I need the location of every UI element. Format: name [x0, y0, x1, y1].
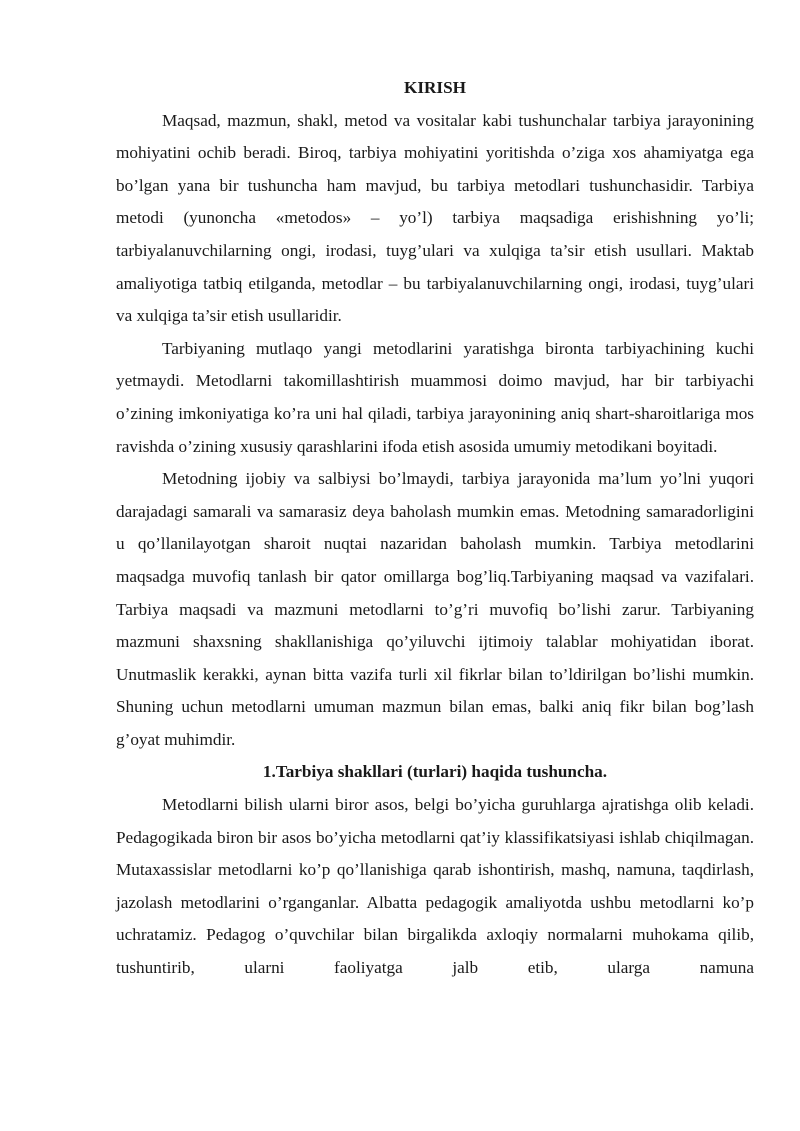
intro-paragraph-1: Maqsad, mazmun, shakl, metod va vositalar kabi tushunchalar tarbiya jarayonining mohiyatini ochib beradi. Biroq, tarbiya mohiyatini yoritishda o’ziga xos ahamiyatga ega bo’lgan yana bir tushuncha ham mavjud, bu tarbiya metodlari tushunchasidir. Tarbiya metodi (yunoncha «metodos» – yo’l) tarbiya maqsadiga erishishning yo’li; tarbiyalanuvchilarning ongi, irodasi, tuyg’ulari va xulqiga ta’sir etish usullari. Maktab amaliyotiga tatbiq etilganda, metodlar – bu tarbiyalanuvchilarning ongi, irodasi, tuyg’ulari va xulqiga ta’sir etish usullaridir. — [116, 110, 754, 326]
document-title: KIRISH — [403, 78, 467, 97]
intro-paragraph-2: Tarbiyaning mutlaqo yangi metodlarini yaratishga bironta tarbiyachining kuchi yetmaydi. Metodlarni takomillashtirish muammosi doimo mavjud, har bir tarbiyachi o’zining imkoniyatiga ko’ra uni hal qiladi, tarbiya jarayonining aniq shart-sharoitlariga mos ravishda o’zining xususiy qarashlarini ifoda etish asosida umumiy metodikani boyitadi. — [116, 338, 754, 456]
section-paragraph: Metodlarni bilish ularni biror asos, belgi bo’yicha guruhlarga ajratishga olib keladi. Pedagogikada biron bir asos bo’yicha metodlarni qat’iy klassifikatsiyasi ishlab chiqilmagan. Mutaxassislar metodlarni ko’p qo’llanishiga qarab ishontirish, mashq, namuna, taqdirlash, jazolash metodlarini o’rganganlar. Albatta pedagogik amaliyotda ushbu metodlarni ko’p uchratamiz. Pedagog o’quvchilar bilan birgalikda axloqiy normalarni muhokama qilib, tushuntirib, ularni faoliyatga jalb etib, ularga namuna — [116, 795, 754, 978]
document-page — [116, 72, 754, 985]
section-heading: 1.Tarbiya shakllari (turlari) haqida tushuncha. — [262, 762, 608, 782]
intro-paragraph-3: Metodning ijobiy va salbiysi bo’lmaydi, tarbiya jarayonida ma’lum yo’lni yuqori darajadagi samarali va samarasiz deya baholash mumkin emas. Metodning samaradorligini u qo’llanilayotgan sharoit nuqtai nazaridan baholash mumkin. Tarbiya metodlarini maqsadga muvofiq tanlash bir qator omillarga bog’liq.Tarbiyaning maqsad va vazifalari. Tarbiya maqsadi va mazmuni metodlarni to’g’ri muvofiq bo’lishi zarur. Tarbiyaning mazmuni shaxsning shakllanishiga qo’yiluvchi ijtimoiy talablar mohiyatidan iborat. Unutmaslik kerakki, aynan bitta vazifa turli xil fikrlar bilan to’ldirilgan bo’lishi mumkin. Shuning uchun metodlarni umuman mazmun bilan emas, balki aniq fikr bilan bog’lash g’oyat muhimdir. — [116, 469, 754, 749]
